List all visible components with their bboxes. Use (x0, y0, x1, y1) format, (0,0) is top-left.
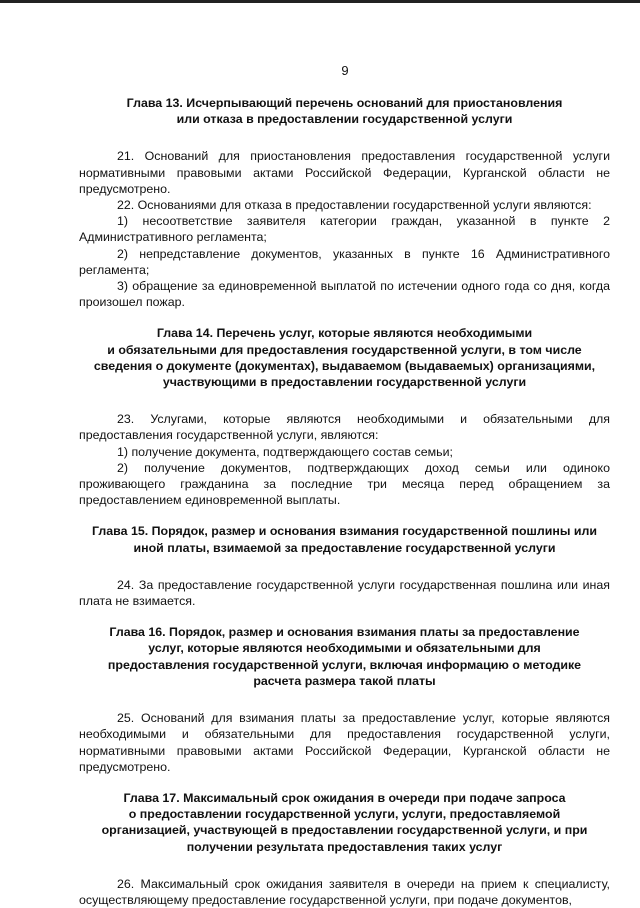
chapter-17-heading (79, 790, 610, 855)
chapter-13-heading (79, 95, 610, 127)
heading-line: иной платы, взимаемой за предоставление государственной услуги (133, 540, 556, 555)
paragraph-26: 26. Максимальный срок ожидания заявителя в очереди на прием к специалисту, осуществляющему предоставление государственной услуги, при подаче документов, (79, 876, 610, 907)
chapter-15-heading (79, 523, 610, 555)
page-number: 9 (341, 63, 349, 78)
paragraph-24: 24. За предоставление государственной услуги государственная пошлина или иная плата не взимается. (79, 577, 610, 609)
heading-line: Глава 13. Исчерпывающий перечень оснований для приостановления (126, 96, 563, 110)
paragraph-21: 21. Оснований для приостановления предоставления государственной услуги нормативными правовыми актами Российской Федерации, Курганской области не предусмотрено. (79, 149, 610, 196)
heading-line: о предоставлении государственной услуги, услуги, предоставляемой (128, 807, 561, 822)
heading-line: участвующими в предоставлении государственной услуги (162, 375, 527, 390)
paragraph-25: 25. Оснований для взимания платы за предоставление услуг, которые являются необходимыми и обязательными для предоставления государственной услуги, нормативными правовыми актами Российской Федерации, Курганской области не предусмотрено. (79, 711, 610, 774)
heading-line: или отказа в предоставлении государственной услуги (176, 112, 513, 127)
heading-line: Глава 15. Порядок, размер и основания взимания государственной пошлины или (92, 524, 597, 539)
heading-line: сведения о документе (документах), выдаваемом (выдаваемых) организациями, (93, 358, 596, 373)
document-body (79, 95, 610, 908)
paragraph-23: 23. Услугами, которые являются необходимыми и обязательными для предоставления государственной услуги, являются: (79, 412, 610, 443)
heading-line: расчета размера такой платы (253, 673, 436, 688)
heading-line: организацией, участвующей в предоставлении государственной услуги, и при (101, 823, 588, 838)
paragraph-22: 22. Основаниями для отказа в предоставлении государственной услуги являются: (117, 198, 592, 213)
heading-line: предоставления государственной услуги, включая информацию о методике (107, 657, 582, 672)
heading-line: Глава 17. Максимальный срок ожидания в очереди при подаче запроса (123, 790, 566, 805)
top-border-line (0, 0, 640, 3)
heading-line: и обязательными для предоставления государственной услуги, в том числе (107, 342, 582, 357)
heading-line: Глава 14. Перечень услуг, которые являются необходимыми (156, 326, 533, 341)
list-item: 2) непредставление документов, указанных в пункте 16 Административного регламента; (79, 246, 610, 277)
list-item: 1) несоответствие заявителя категории граждан, указанной в пункте 2 Административного регламента; (79, 214, 610, 245)
heading-line: получении результата предоставления таких услуг (186, 839, 503, 854)
list-item: 3) обращение за единовременной выплатой по истечении одного года со дня, когда произошел пожар. (79, 279, 610, 310)
list-item: 2) получение документов, подтверждающих доход семьи или одиноко проживающего гражданина за последние три месяца перед обращением за предоставлением единовременной выплаты. (79, 460, 610, 508)
heading-line: Глава 16. Порядок, размер и основания взимания платы за предоставление (109, 625, 580, 640)
list-item: 1) получение документа, подтверждающего состав семьи; (117, 444, 453, 459)
chapter-16-heading (79, 624, 610, 689)
heading-line: услуг, которые являются необходимыми и обязательными для (148, 641, 541, 656)
chapter-14-heading (79, 325, 610, 390)
